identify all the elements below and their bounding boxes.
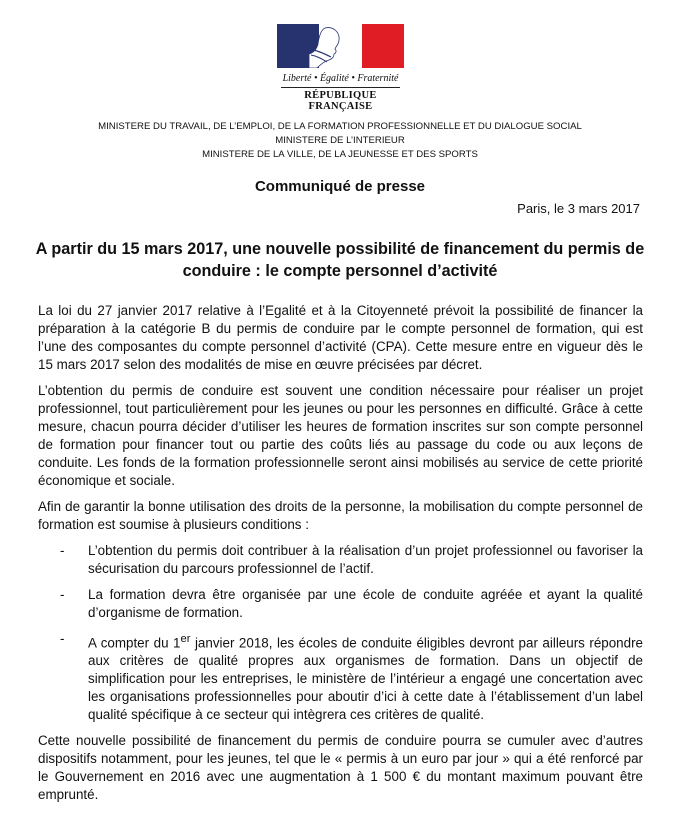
list-dash: -: [60, 631, 65, 646]
logo-divider: [281, 87, 400, 88]
republique-francaise-logo: [277, 24, 404, 112]
ministry-line: MINISTERE DU TRAVAIL, DE L’EMPLOI, DE LA FORMATION PROFESSIONNELLE ET DU DIALOGUE SOCIAL: [98, 121, 582, 132]
list-item-text: La formation devra être organisée par une école de conduite agréée et ayant la qualité d’organisme de formation.: [88, 587, 643, 620]
list-dash: -: [60, 587, 65, 602]
list-item: [38, 542, 643, 578]
press-release-title: Communiqué de presse: [254, 178, 426, 195]
list-item: [38, 586, 643, 622]
headline: A partir du 15 mars 2017, une nouvelle possibilité de financement du permis de conduire : le compte personnel d’activité: [35, 240, 645, 280]
dateline: Paris, le 3 mars 2017: [517, 201, 640, 216]
ministry-line: MINISTERE DE L’INTERIEUR: [275, 135, 405, 146]
logo-motto: Liberté • Égalité • Fraternité: [282, 73, 399, 84]
list-dash: -: [60, 543, 65, 558]
logo-republic-name: RÉPUBLIQUE FRANÇAISE: [304, 90, 377, 112]
list-item-text-start: A compter du 1: [88, 635, 181, 651]
paragraph: L’obtention du permis de conduire est souvent une condition nécessaire pour réaliser un projet professionnel, tout particulièrement pour les jeunes ou pour les personnes en difficulté. Grâce à cette mesure, chacun pourra décider d’utiliser les heures de formation inscrites sur son compte personnel de formation pour financer tout ou partie des coûts liés au passage du code ou aux leçons de conduite. Les fonds de la formation professionnelle seront ainsi mobilisés au service de cette priorité économique et sociale.: [38, 383, 643, 488]
marianne-profile-icon: [309, 24, 352, 68]
paragraph: La loi du 27 janvier 2017 relative à l’Egalité et à la Citoyenneté prévoit la possibilité de financer la préparation à la catégorie B du permis de conduire par le compte personnel de formation, qui est l’une des composantes du compte personnel d’activité (CPA). Cette mesure entre en vigueur dès le 15 mars 2017 selon des modalités de mise en œuvre précisées par décret.: [38, 303, 643, 372]
marianne-flag-icon: [277, 24, 404, 68]
list-item: [38, 630, 643, 724]
ministry-line: MINISTERE DE LA VILLE, DE LA JEUNESSE ET DES SPORTS: [202, 149, 478, 160]
ordinal-superscript: er: [180, 633, 191, 645]
conditions-list: [38, 542, 643, 724]
flag-red-band: [362, 24, 404, 68]
list-item-text-end: janvier 2018, les écoles de conduite éligibles devront par ailleurs répondre aux critères de qualité propres aux organismes de formation. Dans un objectif de simplification pour les entreprises, le ministère de l’intérieur a engagé une concertation avec les organisations professionnelles pour aboutir d’ici à cette date à l’établissement d’un label qualité spécifique à ce secteur qui intègrera ces critères de qualité.: [88, 635, 643, 723]
flag-white-band: [319, 24, 361, 68]
ministries-header: [0, 120, 680, 162]
list-item-text: L’obtention du permis doit contribuer à la réalisation d’un projet professionnel ou favoriser la sécurisation du parcours professionnel de l’actif.: [88, 543, 643, 576]
paragraph: Afin de garantir la bonne utilisation des droits de la personne, la mobilisation du compte personnel de formation est soumise à plusieurs conditions :: [38, 499, 643, 532]
list-item-text: [88, 630, 643, 724]
closing-paragraph: Cette nouvelle possibilité de financement du permis de conduire pourra se cumuler avec d’autres dispositifs notamment, pour les jeunes, tel que le « permis à un euro par jour » qui a été renforcé par le Gouvernement en 2016 avec une augmentation à 1 500 € du montant maximum pouvant être emprunté.: [38, 733, 643, 803]
document-body: [38, 302, 643, 812]
